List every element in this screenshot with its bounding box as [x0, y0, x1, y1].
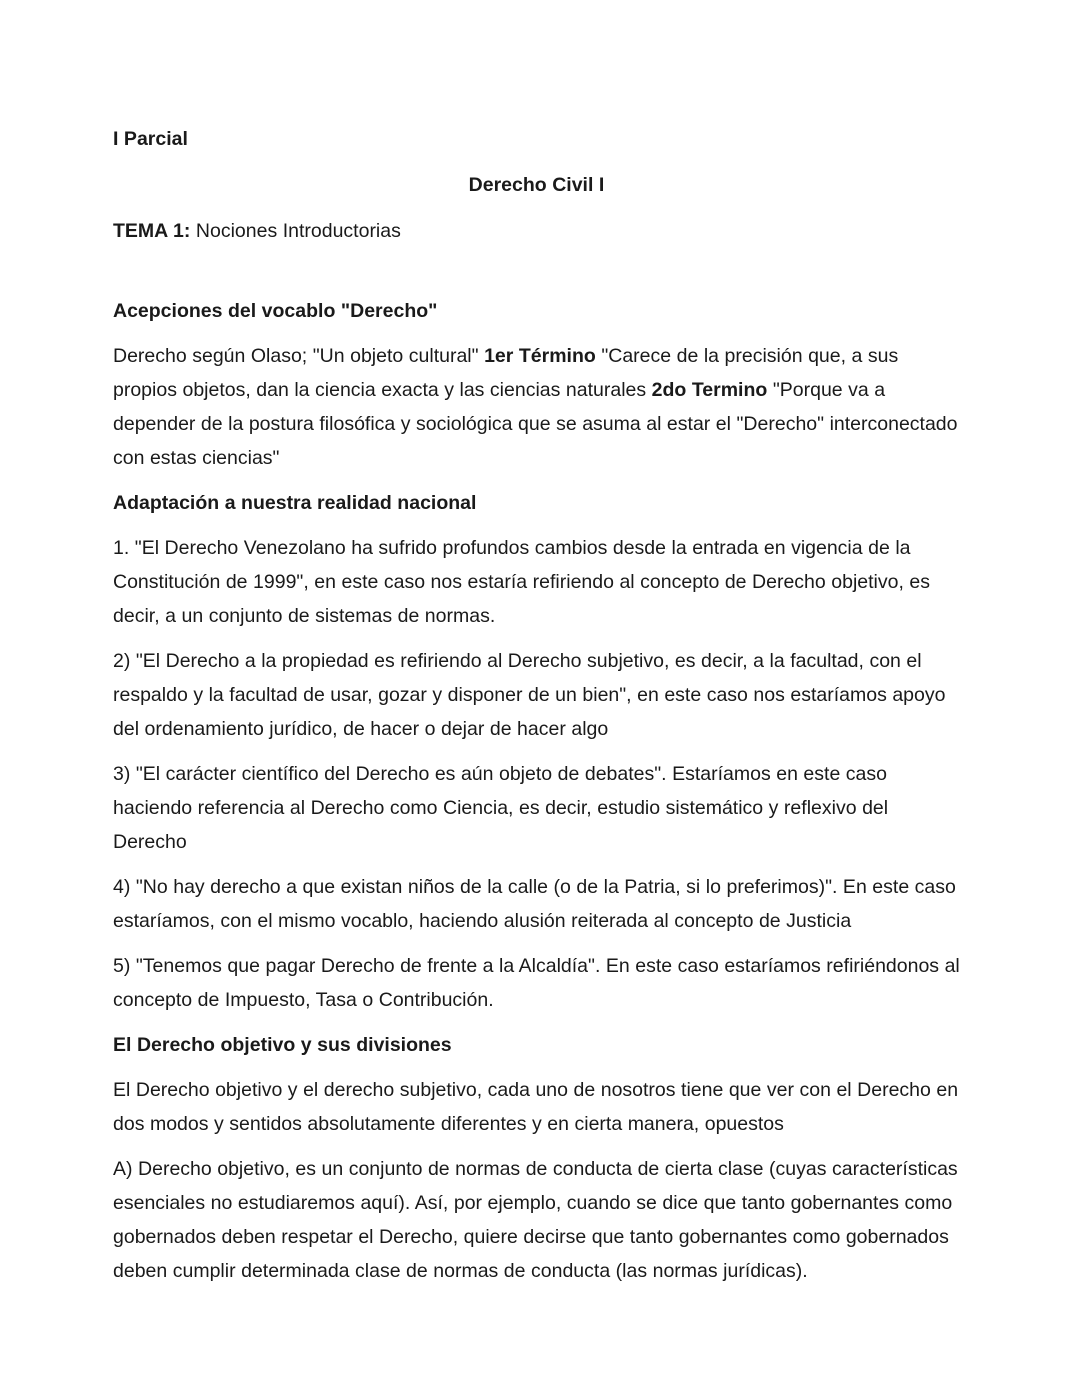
section-heading: Acepciones del vocablo "Derecho"	[113, 300, 438, 322]
paragraph	[113, 531, 960, 633]
paragraph-run: 2) "El Derecho a la propiedad es refiriendo al Derecho subjetivo, es decir, a la facultad, con el respaldo y la facultad de usar, gozar y disponer de un bien", en este caso nos estaríamos apoyo del ordenamiento jurídico, de hacer o dejar de hacer algo	[113, 650, 946, 740]
paragraph	[113, 757, 960, 859]
paragraph-run-bold: 2do Termino	[651, 379, 768, 401]
paragraph	[113, 870, 960, 938]
topic-line	[113, 214, 960, 248]
topic-prefix: TEMA 1:	[113, 220, 191, 242]
document-title: Derecho Civil I	[468, 174, 605, 196]
paragraph-run: Derecho según Olaso; "Un objeto cultural"	[113, 345, 485, 367]
paragraph-run: 4) "No hay derecho a que existan niños de la calle (o de la Patria, si lo preferimos)". En este caso estaríamos, con el mismo vocablo, haciendo alusión reiterada al concepto de Justicia	[113, 876, 956, 932]
sections-container	[113, 294, 960, 1288]
paragraph-run: A) Derecho objetivo, es un conjunto de normas de conducta de cierta clase (cuyas características esenciales no estudiaremos aquí). Así, por ejemplo, cuando se dice que tanto gobernantes como gobernados deben respetar el Derecho, quiere decirse que tanto gobernantes como gobernados deben cumplir determinada clase de normas de conducta (las normas jurídicas).	[113, 1158, 958, 1282]
paragraph	[113, 949, 960, 1017]
section-heading: El Derecho objetivo y sus divisiones	[113, 1034, 452, 1056]
paragraph	[113, 644, 960, 746]
paragraph-run: "Porque va a depender de la postura filosófica y sociológica que se asuma al estar el "Derecho" interconectado con estas ciencias"	[113, 379, 958, 469]
paragraph	[113, 1152, 960, 1288]
paragraph-run: "Carece de la precisión que, a sus propios objetos, dan la ciencia exacta y las ciencias naturales	[113, 345, 899, 401]
paragraph-run: 1. "El Derecho Venezolano ha sufrido profundos cambios desde la entrada en vigencia de la Constitución de 1999", en este caso nos estaría refiriendo al concepto de Derecho objetivo, es decir, a un conjunto de sistemas de normas.	[113, 537, 930, 627]
section-heading: Adaptación a nuestra realidad nacional	[113, 492, 477, 514]
exam-label: I Parcial	[113, 128, 188, 150]
paragraph-run: 3) "El carácter científico del Derecho es aún objeto de debates". Estaríamos en este caso haciendo referencia al Derecho como Ciencia, es decir, estudio sistemático y reflexivo del Derecho	[113, 763, 889, 853]
paragraph-run: El Derecho objetivo y el derecho subjetivo, cada uno de nosotros tiene que ver con el Derecho en dos modos y sentidos absolutamente diferentes y en cierta manera, opuestos	[113, 1079, 959, 1135]
paragraph	[113, 1073, 960, 1141]
paragraph-run: 5) "Tenemos que pagar Derecho de frente a la Alcaldía". En este caso estaríamos refiriéndonos al concepto de Impuesto, Tasa o Contribución.	[113, 955, 960, 1011]
topic-text: Nociones Introductorias	[190, 220, 401, 242]
document-body	[113, 122, 960, 1288]
paragraph	[113, 339, 960, 475]
paragraph-run-bold: 1er Término	[484, 345, 596, 367]
